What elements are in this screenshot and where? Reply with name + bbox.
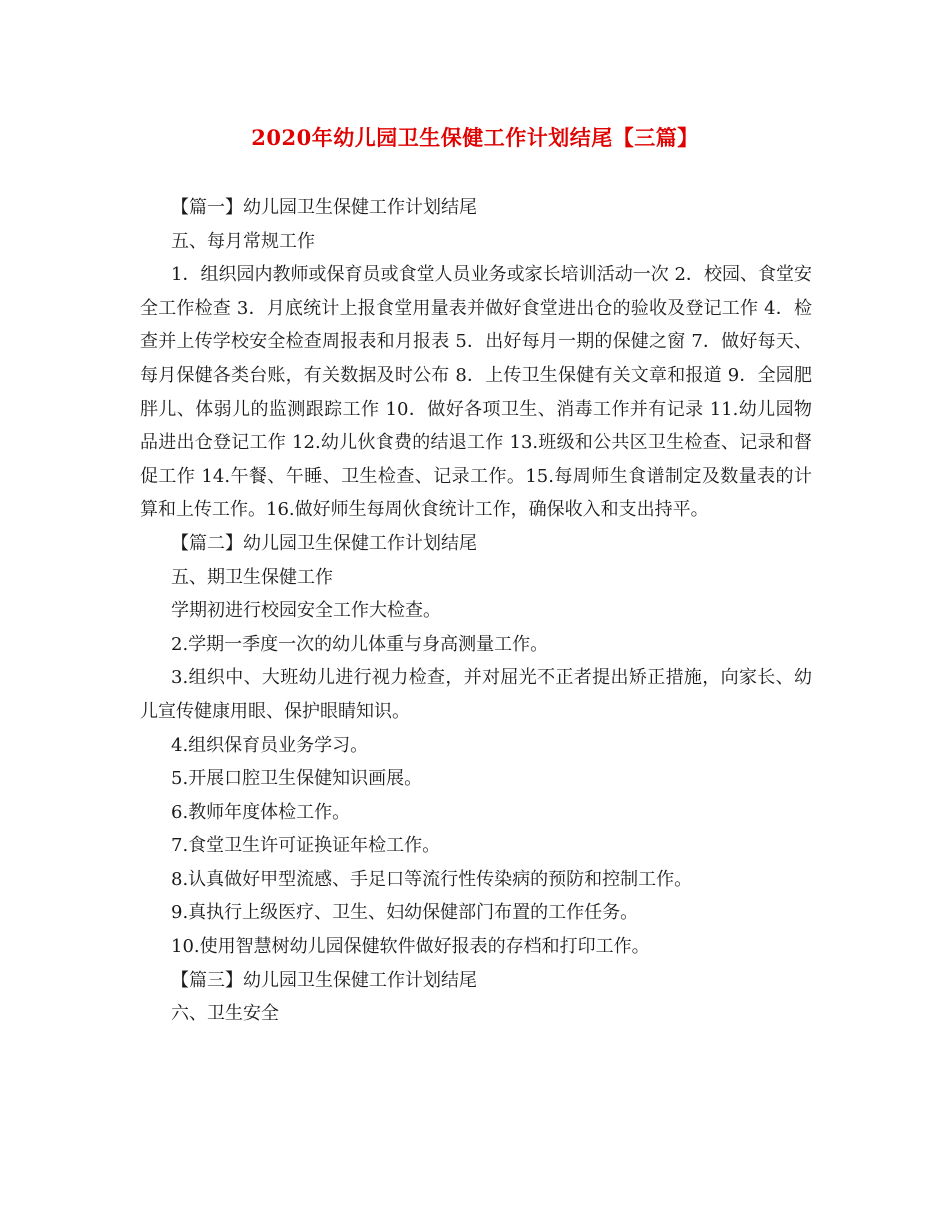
document-title: 2020年幼儿园卫生保健工作计划结尾【三篇】: [251, 125, 699, 150]
paragraph-monthly-tasks: 1．组织园内教师或保育员或食堂人员业务或家长培训活动一次 2．校园、食堂安全工作检查 3．月底统计上报食堂用量表并做好食堂进出仓的验收及登记工作 4．检查并上传学校安全检查周报表和月报表 5．出好每月一期的保健之窗 7．做好每天、每月保健各类台账，有关数据及时公布 8．上传卫生保健有关文章和报道 9．全园肥胖儿、体弱儿的监测跟踪工作 10．做好各项卫生、消毒工作并有记录 11.幼儿园物品进出仓登记工作 12.幼儿伙食费的结退工作 13.班级和公共区卫生检查、记录和督促工作 14.午餐、午睡、卫生检查、记录工作。15.每周师生食谱制定及数量表的计算和上传工作。16.做好师生每周伙食统计工作，确保收入和支出持平。: [140, 264, 812, 521]
list-item: 学期初进行校园安全工作大检查。: [171, 600, 441, 622]
list-item: 10.使用智慧树幼儿园保健软件做好报表的存档和打印工作。: [171, 936, 650, 958]
subsection-heading: 五、期卫生保健工作: [171, 566, 333, 588]
list-item: 6.教师年度体检工作。: [171, 801, 351, 823]
subsection-heading: 五、每月常规工作: [171, 230, 315, 252]
section-heading-part2: 【篇二】幼儿园卫生保健工作计划结尾: [171, 532, 477, 554]
list-item: 2.学期一季度一次的幼儿体重与身高测量工作。: [171, 633, 549, 655]
document-body: [140, 191, 812, 1031]
list-item: 8.认真做好甲型流感、手足口等流行性传染病的预防和控制工作。: [171, 868, 693, 890]
subsection-heading: 六、卫生安全: [171, 1003, 279, 1025]
list-item: 9.真执行上级医疗、卫生、妇幼保健部门布置的工作任务。: [171, 902, 639, 924]
list-item: 7.食堂卫生许可证换证年检工作。: [171, 835, 441, 857]
list-item: 4.组织保育员业务学习。: [171, 734, 369, 756]
list-item: 5.开展口腔卫生保健知识画展。: [171, 768, 423, 790]
section-heading-part3: 【篇三】幼儿园卫生保健工作计划结尾: [171, 969, 477, 991]
section-heading-part1: 【篇一】幼儿园卫生保健工作计划结尾: [171, 197, 477, 218]
list-item: 3.组织中、大班幼儿进行视力检查，并对屈光不正者提出矫正措施，向家长、幼儿宣传健康用眼、保护眼睛知识。: [140, 667, 812, 722]
